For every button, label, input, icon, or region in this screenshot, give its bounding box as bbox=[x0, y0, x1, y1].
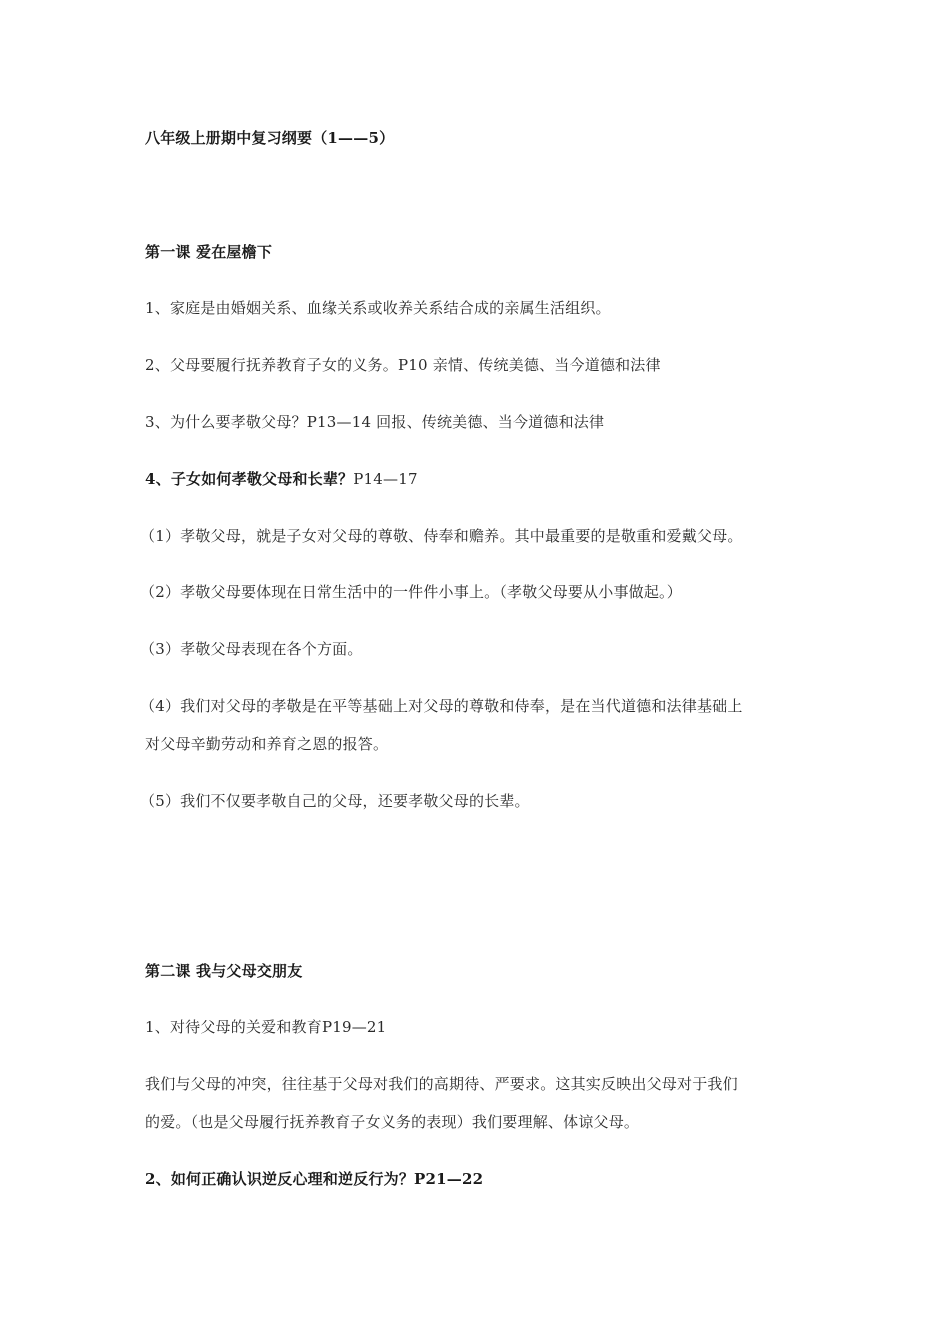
lesson1-item-3: （3）孝敬父母表现在各个方面。 bbox=[140, 640, 363, 658]
lesson1-item-2: （2）孝敬父母要体现在日常生活中的一件件小事上。（孝敬父母要从小事做起。） bbox=[140, 583, 682, 601]
lesson1-paragraph-1: 1、家庭是由婚姻关系、血缘关系或收养关系结合成的亲属生活组织。 bbox=[145, 299, 611, 317]
lesson1-heading: 第一课 爱在屋檐下 bbox=[145, 243, 273, 261]
lesson2-paragraph-2-line-1: 我们与父母的冲突，往往基于父母对我们的高期待、严要求。这其实反映出父母对于我们 bbox=[145, 1075, 738, 1093]
lesson1-item-5: （5）我们不仅要孝敬自己的父母，还要孝敬父母的长辈。 bbox=[140, 792, 530, 810]
lesson2-paragraph-3: 2、如何正确认识逆反心理和逆反行为？P21—22 bbox=[145, 1170, 484, 1188]
lesson1-item-4: （4）我们对父母的孝敬是在平等基础上对父母的尊敬和侍奉，是在当代道德和法律基础上 bbox=[140, 697, 743, 715]
lesson1-item-4-continued: 对父母辛勤劳动和养育之恩的报答。 bbox=[145, 735, 389, 753]
lesson1-question-4: 4、子女如何孝敬父母和长辈？ bbox=[145, 470, 354, 488]
document-title: 八年级上册期中复习纲要（1——5） bbox=[145, 129, 395, 147]
lesson1-paragraph-3: 3、为什么要孝敬父母？P13—14 回报、传统美德、当今道德和法律 bbox=[145, 413, 605, 431]
lesson2-heading: 第二课 我与父母交朋友 bbox=[145, 962, 303, 980]
lesson1-page-ref-4: P14—17 bbox=[353, 470, 418, 488]
lesson1-item-1: （1）孝敬父母，就是子女对父母的尊敬、侍奉和赡养。其中最重要的是敬重和爱戴父母。 bbox=[140, 527, 743, 545]
lesson1-paragraph-4 bbox=[145, 469, 418, 489]
lesson1-paragraph-2: 2、父母要履行抚养教育子女的义务。P10 亲情、传统美德、当今道德和法律 bbox=[145, 356, 661, 374]
lesson2-paragraph-1: 1、对待父母的关爱和教育P19—21 bbox=[145, 1018, 387, 1036]
lesson2-paragraph-2-line-2: 的爱。（也是父母履行抚养教育子女义务的表现）我们要理解、体谅父母。 bbox=[145, 1113, 640, 1131]
